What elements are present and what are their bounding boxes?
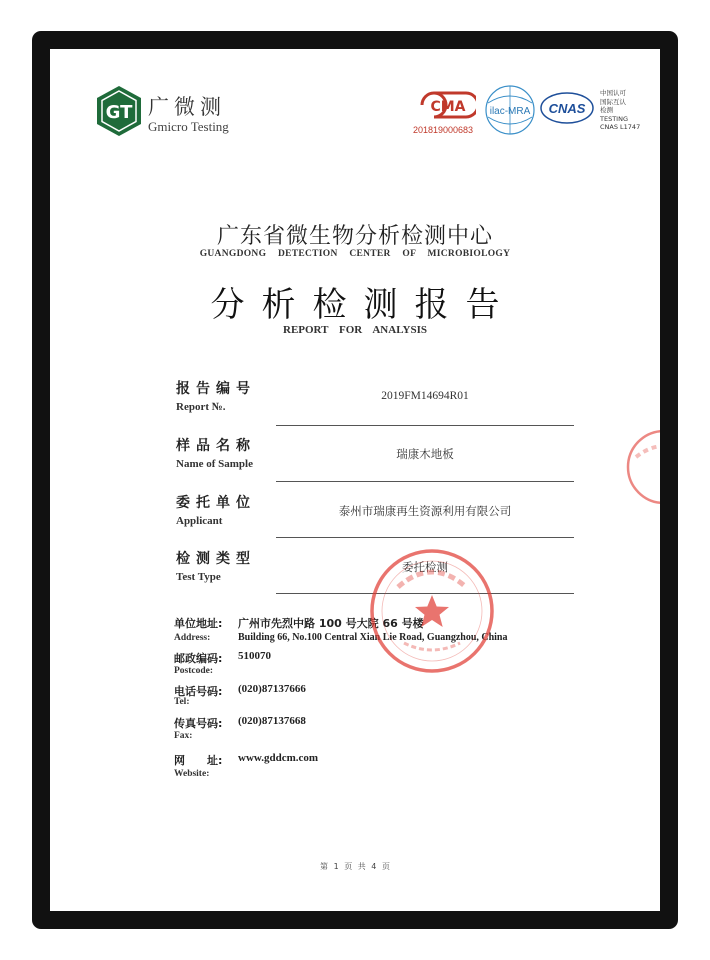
report-no-underline (276, 425, 574, 426)
page-indicator: 第 1 页 共 4 页 (320, 862, 390, 871)
cnas-text (600, 89, 640, 132)
ilac-mra-mark-icon (484, 83, 536, 137)
fax-label-en: Fax: (174, 731, 193, 741)
cnas-line: CNAS L1747 (600, 123, 641, 131)
applicant-underline (276, 537, 574, 538)
edge-seal-icon (624, 427, 660, 507)
org-name-cn: 广东省微生物分析检测中心 (216, 224, 493, 249)
report-no-label-cn: 报告编号 (176, 381, 256, 397)
cnas-label: CNAS (548, 101, 586, 116)
cnas-line: 国际互认 (600, 97, 626, 106)
postcode-label-en: Postcode: (174, 666, 214, 676)
report-no-value: 2019FM14694R01 (381, 390, 469, 402)
applicant-value: 泰州市瑞康再生资源利用有限公司 (338, 504, 512, 518)
applicant-label-cn: 委托单位 (176, 495, 256, 511)
test-type-label-en: Test Type (176, 571, 221, 583)
tel-value: (020)87137666 (238, 683, 306, 695)
logo-name-en: Gmicro Testing (148, 119, 229, 134)
report-page (50, 49, 660, 911)
address-value-en: Building 66, No.100 Central Xian Lie Road, Guangzhou, China (238, 632, 508, 643)
test-type-value: 委托检测 (402, 560, 448, 574)
address-label-cn: 单位地址: (174, 617, 223, 630)
address-value-cn: 广州市先烈中路 100 号大院 66 号楼 (238, 617, 424, 630)
postcode-label-cn: 邮政编码: (174, 652, 223, 665)
cma-label: CMA (430, 99, 466, 115)
org-name-en: GUANGDONG DETECTION CENTER OF MICROBIOLOGY (199, 249, 511, 259)
logo-mark: GT (105, 102, 133, 123)
report-title-en: REPORT FOR ANALYSIS (283, 324, 427, 336)
report-no-label-en: Report №. (176, 401, 226, 413)
sample-name-underline (276, 481, 574, 482)
sample-name-label-en: Name of Sample (176, 458, 253, 470)
website-label-en: Website: (174, 769, 210, 779)
fax-label-cn: 传真号码: (174, 717, 223, 730)
cma-mark-icon (418, 89, 476, 121)
official-seal-icon (368, 547, 496, 675)
report-title-cn: 分析检测报告 (210, 285, 517, 325)
cnas-line: 中国认可 (600, 89, 626, 97)
gmicro-logo-icon (96, 85, 142, 137)
cma-number: 201819000683 (413, 125, 474, 135)
sample-name-value: 瑞康木地板 (396, 447, 454, 461)
website-value: www.gddcm.com (238, 752, 319, 764)
test-type-label-cn: 检测类型 (176, 551, 256, 567)
applicant-label-en: Applicant (176, 515, 223, 527)
website-label-cn: 网 址: (174, 754, 223, 767)
postcode-value: 510070 (238, 650, 271, 662)
ilac-label: ilac-MRA (489, 106, 531, 117)
cnas-line: TESTING (600, 114, 628, 123)
tel-label-en: Tel: (174, 697, 190, 707)
sample-name-label-cn: 样品名称 (176, 438, 256, 454)
logo-name-cn: 广微测 (148, 95, 226, 119)
cnas-mark-icon (540, 91, 594, 125)
address-label-en: Address: (174, 633, 211, 643)
fax-value: (020)87137668 (238, 715, 306, 727)
tel-label-cn: 电话号码: (174, 685, 223, 698)
cnas-line: 检测 (600, 106, 613, 114)
